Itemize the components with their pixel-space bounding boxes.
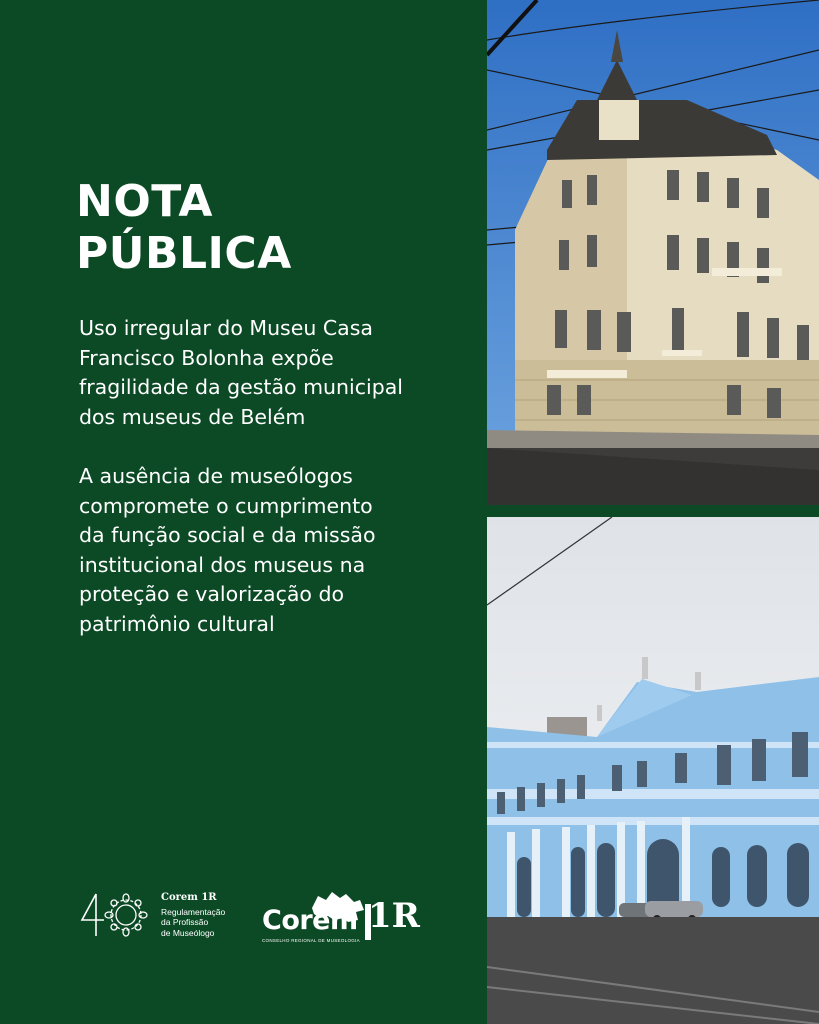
paragraph-line: dos museus de Belém bbox=[79, 404, 306, 429]
paragraph-line: patrimônio cultural bbox=[79, 611, 275, 636]
caption-line: de Museólogo bbox=[161, 927, 215, 938]
forty-years-org: Corem 1R bbox=[161, 892, 217, 903]
body-paragraph bbox=[79, 462, 459, 639]
blue-colonial-palace-photo-icon bbox=[487, 517, 819, 1024]
paragraph-line: Francisco Bolonha expõe bbox=[79, 345, 334, 370]
corem-subtitle: CONSELHO REGIONAL DE MUSEOLOGIA bbox=[262, 938, 360, 943]
paragraph-line: da função social e da missão bbox=[79, 523, 376, 547]
caption-line: da Profissão bbox=[161, 917, 209, 927]
paragraph-line: proteção e valorização do bbox=[79, 582, 345, 606]
cream-mansion-photo bbox=[487, 0, 819, 505]
corem-region-mark: 1R bbox=[368, 896, 420, 936]
paragraph-line: institucional dos museus na bbox=[79, 552, 366, 577]
cream-ornate-mansion-photo-icon bbox=[487, 0, 819, 505]
blue-palace-photo bbox=[487, 517, 819, 1024]
subtitle-paragraph bbox=[79, 314, 459, 432]
paragraph-line: compromete o cumprimento bbox=[79, 493, 373, 518]
forty-years-logo-icon bbox=[78, 888, 158, 944]
caption-line: Regulamentação bbox=[161, 906, 226, 917]
page-title bbox=[76, 176, 292, 280]
title-line-1: NOTA bbox=[76, 176, 213, 227]
paragraph-line: fragilidade da gestão municipal bbox=[79, 375, 403, 399]
paragraph-line: Uso irregular do Museu Casa bbox=[79, 316, 373, 340]
forty-years-caption bbox=[161, 893, 225, 938]
paragraph-line: A ausência de museólogos bbox=[79, 464, 353, 488]
corem-wordmark: Corem bbox=[262, 905, 358, 936]
title-line-2: PÚBLICA bbox=[76, 228, 292, 279]
